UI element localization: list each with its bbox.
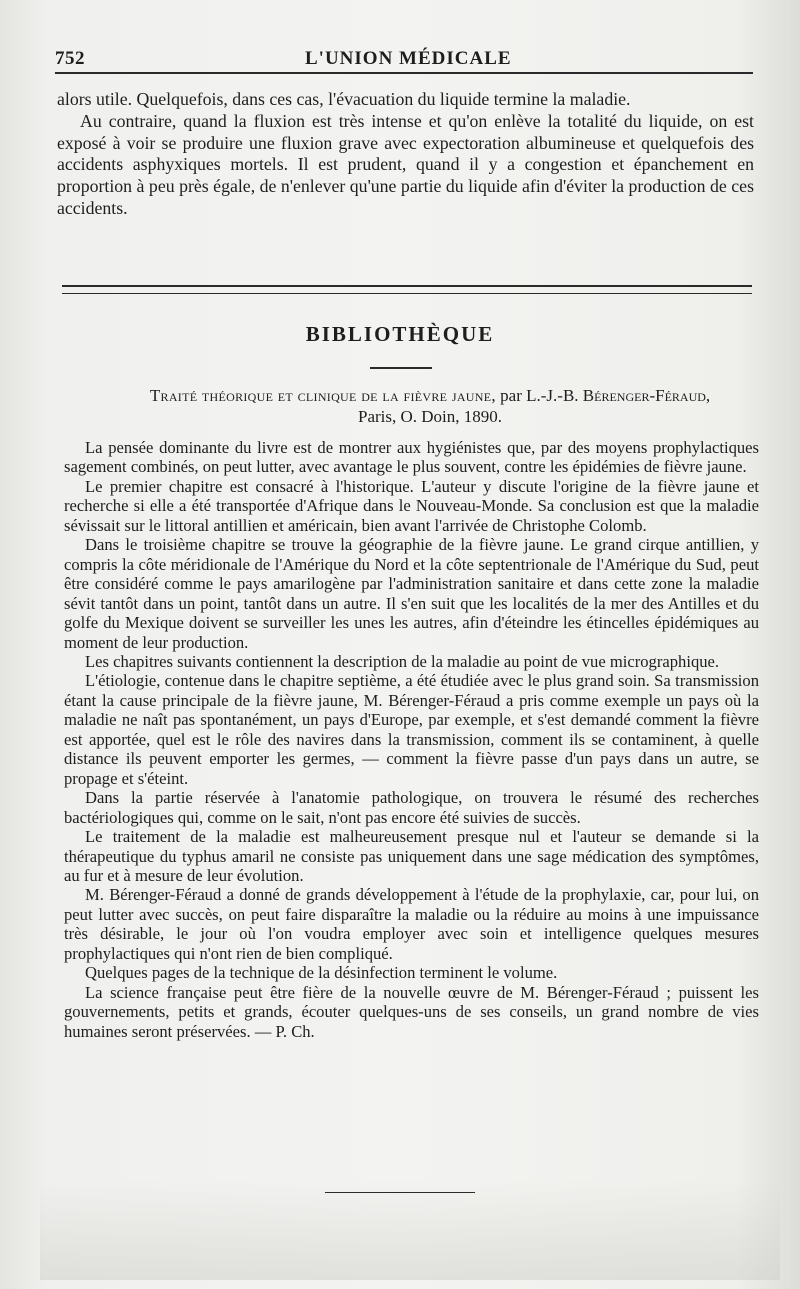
paragraph: Les chapitres suivants contiennent la description de la maladie au point de vue micrographique. [85, 651, 720, 671]
paragraph: Quelques pages de la technique de la désinfection terminent le volume. [85, 963, 558, 983]
author-name: Bérenger-Féraud, [582, 386, 711, 405]
review-body [64, 438, 759, 1041]
running-header [55, 44, 755, 74]
paragraph: Le traitement de la maladie est malheureusement presque nul et l'auteur se demande si la thérapeutique du typhus amaril ne consiste pas uniquement dans une sage médication des symptômes, au fur et à mesure de leur évolution. [64, 827, 759, 885]
paragraph: M. Bérenger-Féraud a donné de grands développement à l'étude de la prophylaxie, car, pour lui, on peut lutter avec succès, on peut faire disparaître la maladie ou la réduire au moins à une impuissance très désirable, le jour où l'on voudra employer avec soin et intelligence quelques mesures prophylactiques qui n'ont rien de bien compliqué. [64, 885, 759, 963]
review-citation-line [100, 385, 760, 406]
section-title: BIBLIOTHÈQUE [305, 322, 495, 346]
title-rule [370, 367, 432, 369]
publication-info: Paris, O. Doin, 1890. [357, 407, 503, 426]
paragraph: alors utile. Quelquefois, dans ces cas, l'évacuation du liquide termine la maladie. [57, 89, 631, 109]
paragraph: L'étiologie, contenue dans le chapitre septième, a été étudiée avec le plus grand soin. Sa transmission étant la cause principale de la fièvre jaune, M. Bérenger-Féraud a pris comme exemple un pays où la maladie ne naît pas spontanément, un pays d'Europe, par exemple, et s'est demandé comment la fièvre est apportée, quel est le rôle des navires dans la transmission, comment ils se contaminent, à quelle distance ils peuvent emporter les germes, — comment la fièvre passe d'un pays dans un autre, se propage et s'éteint. [64, 671, 759, 788]
page-number: 752 [55, 48, 85, 69]
paragraph: Au contraire, quand la fluxion est très intense et qu'on enlève la totalité du liquide, on est exposé à voir se produire une fluxion grave avec expectoration albumineuse et quelquefois des accidents asphyxiques mortels. Il est prudent, quand il y a congestion et épanchement en proportion à peu près égale, de n'enlever qu'une partie du liquide afin d'éviter la production de ces accidents. [57, 110, 754, 218]
paragraph: La science française peut être fière de la nouvelle œuvre de M. Bérenger-Féraud ; puissent les gouvernements, petits et grands, écouter quelques-uns de ses conseils, un grand nombre de vies humaines seront préservées. — P. Ch. [64, 982, 759, 1041]
section-divider [62, 285, 752, 294]
paragraph: Dans la partie réservée à l'anatomie pathologique, on trouvera le résumé des recherches bactériologiques qui, comme on le sait, n'ont pas encore été suivies de succès. [64, 788, 759, 827]
journal-title: L'UNION MÉDICALE [305, 48, 512, 69]
paragraph: La pensée dominante du livre est de montrer aux hygiénistes que, par des moyens prophylactiques sagement combinés, on peut lutter, avec avantage le plus souvent, contre les épidémies de fièvre jaune. [64, 438, 759, 477]
header-rule [55, 72, 753, 74]
author-initials: L.-J.-B. [526, 386, 579, 405]
end-rule [325, 1192, 475, 1193]
previous-article-text [57, 89, 754, 220]
paragraph: Dans le troisième chapitre se trouve la géographie de la fièvre jaune. Le grand cirque antillien, y compris la côte méridionale de l'Amérique du Nord et la côte septentrionale de l'Amérique du Sud, peut être considéré comme le pays amarilogène par l'administration sanitaire et dans cette zone la maladie sévit tantôt dans un point, tantôt dans un autre. Il s'en suit que les localités de la mer des Antilles et du golfe du Mexique doivent se surveiller les unes les autres, afin d'éteindre les étincelles épidémiques au moment de leur production. [64, 535, 759, 652]
by-word: par [500, 386, 522, 405]
review-heading [100, 385, 760, 427]
page-bleed-shadow [40, 1180, 780, 1280]
paragraph: Le premier chapitre est consacré à l'historique. L'auteur y discute l'origine de la fièvre jaune et recherche si elle a été transportée d'Afrique dans le Nouveau-Monde. Sa conclusion est que la maladie sévissait sur le littoral antillien et américain, bien avant l'arrivée de Christophe Colomb. [64, 476, 759, 535]
book-title: Traité théorique et clinique de la fièvre jaune, [149, 386, 496, 405]
